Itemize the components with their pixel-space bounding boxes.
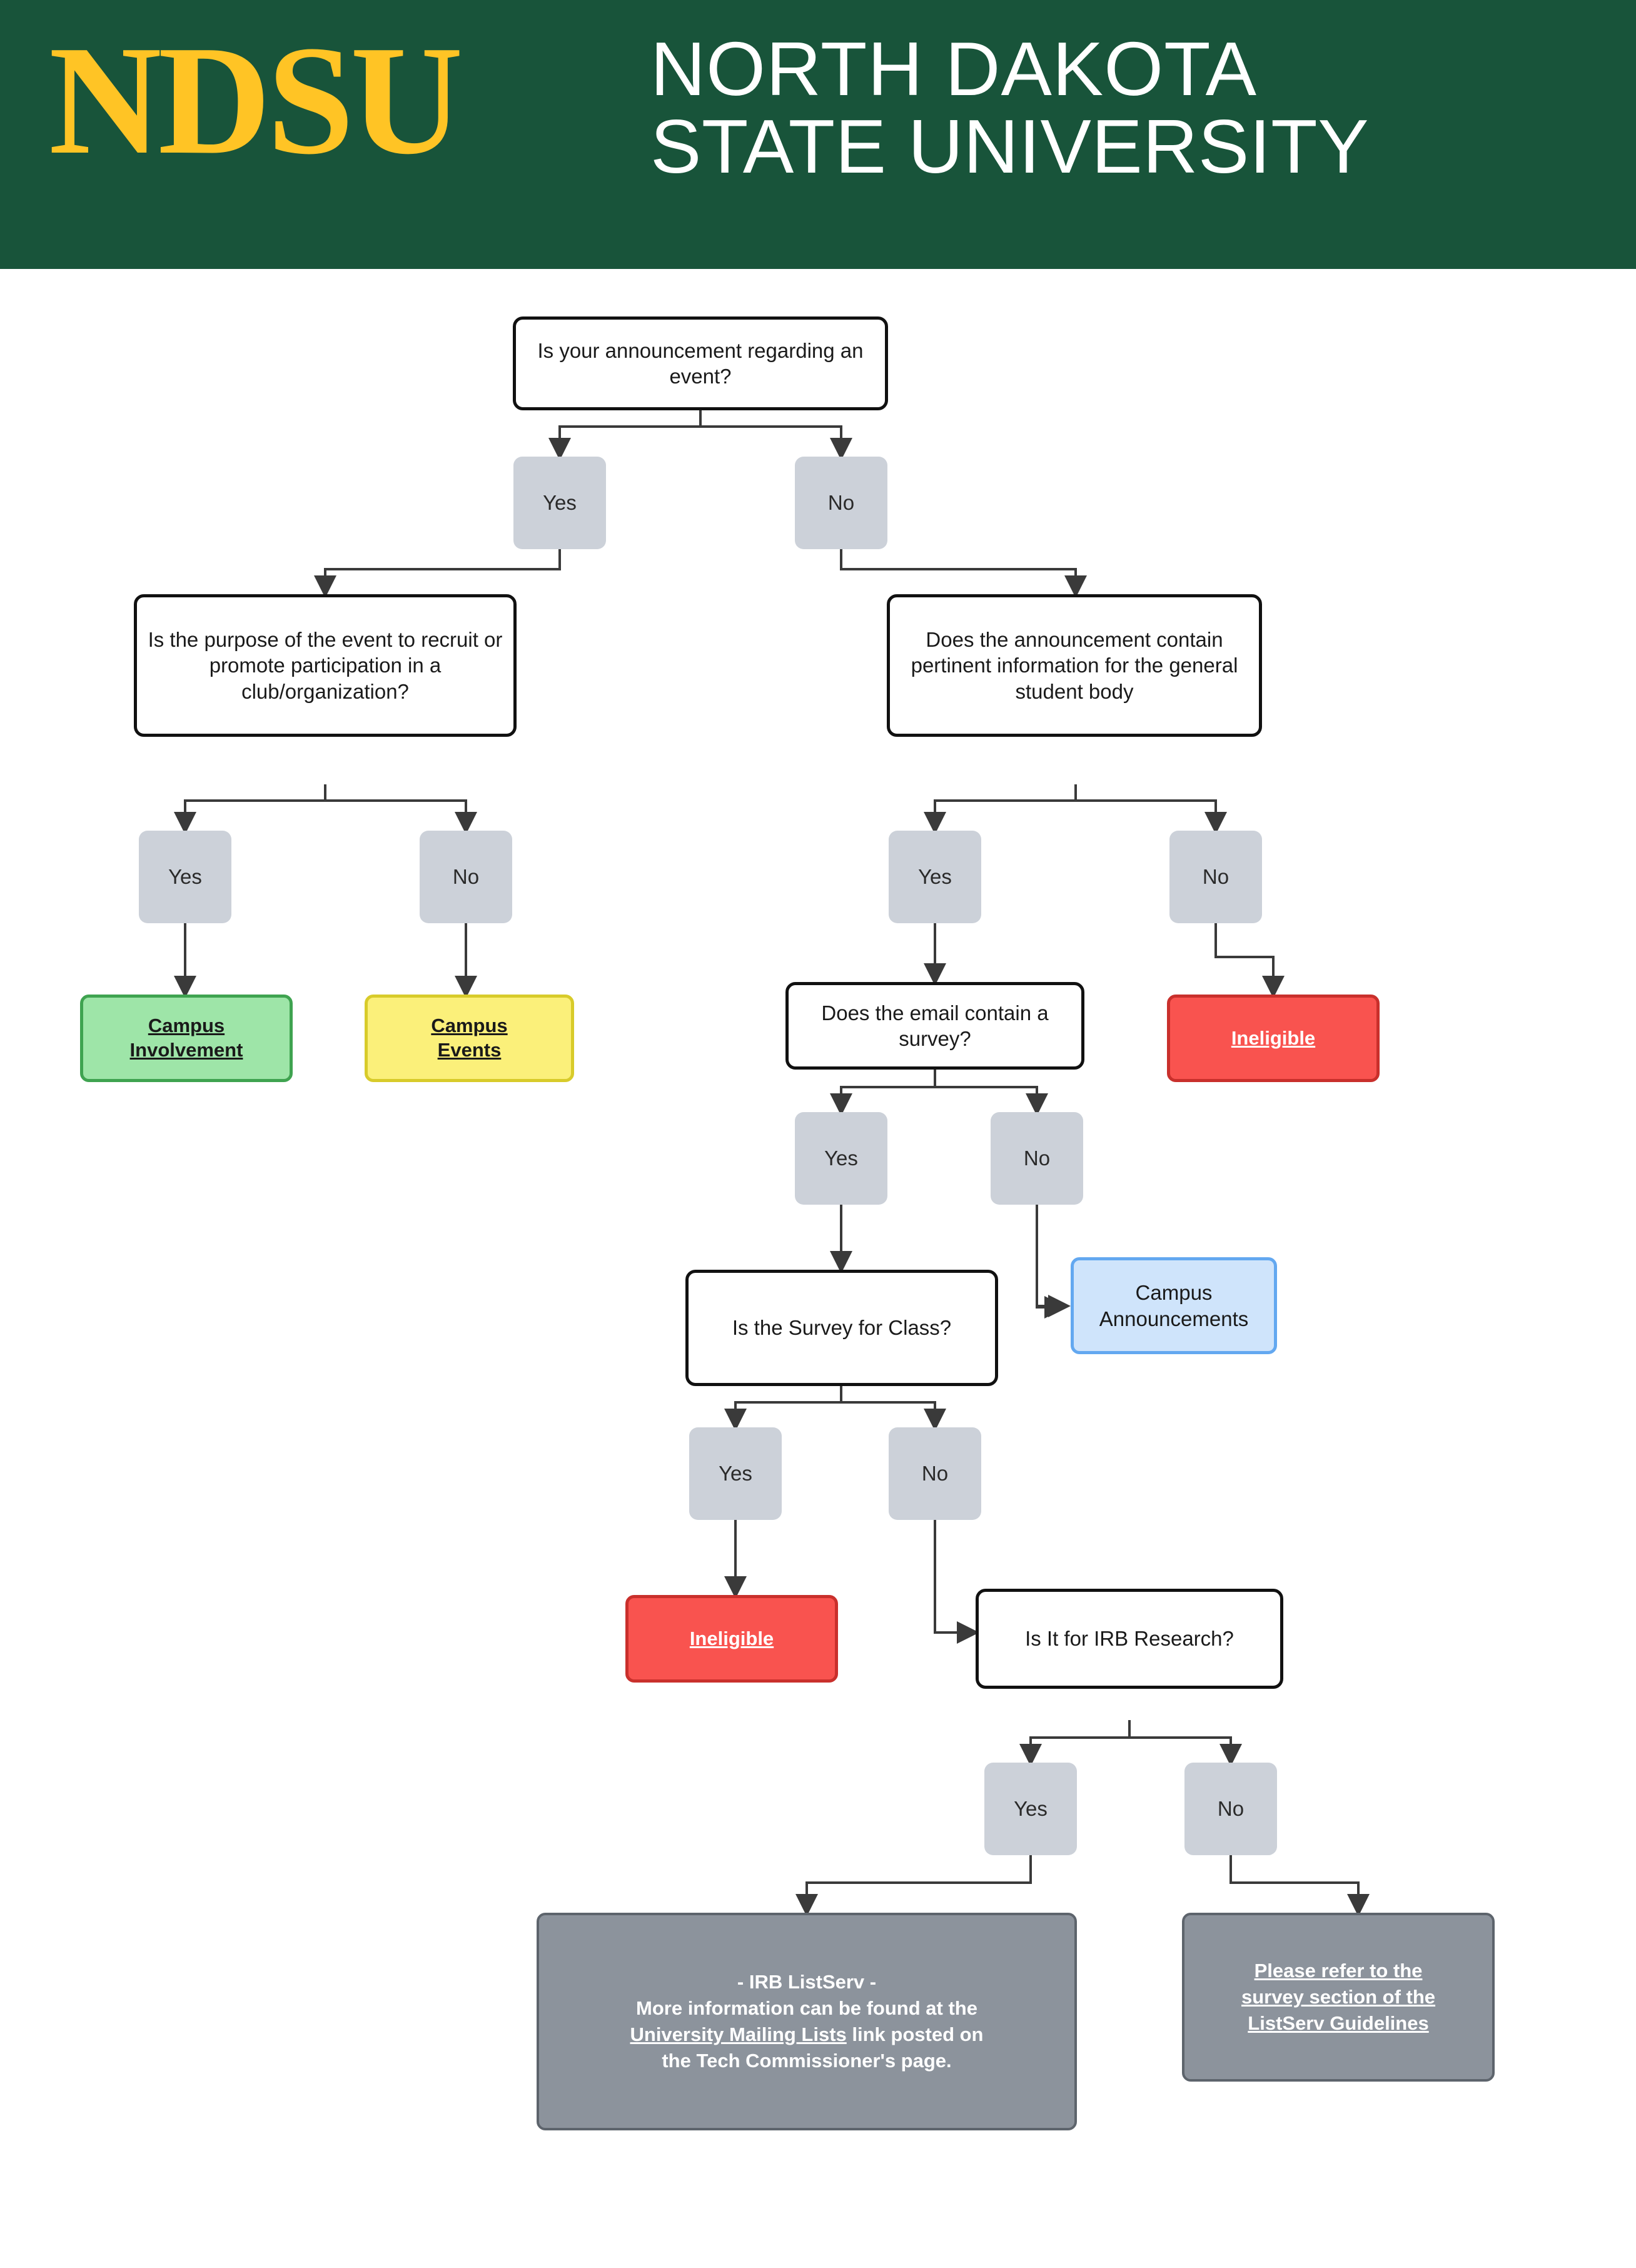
question-event-announcement bbox=[513, 316, 888, 410]
university-mailing-lists-link[interactable]: University Mailing Lists bbox=[630, 2023, 847, 2045]
result-ineligible-2-label: Ineligible bbox=[689, 1627, 774, 1649]
ndsu-logo: NDSU bbox=[49, 14, 460, 187]
result-listserv-guidelines-line2: survey section of the bbox=[1241, 1986, 1436, 2008]
connector-q4-yes bbox=[795, 1112, 887, 1205]
result-listserv-guidelines-line3: ListServ Guidelines bbox=[1248, 2012, 1429, 2034]
question-pertinent-info bbox=[887, 594, 1262, 737]
result-campus-events[interactable] bbox=[365, 995, 574, 1082]
result-campus-announcements-line1: Campus bbox=[1135, 1281, 1213, 1305]
question-club-promotion bbox=[134, 594, 517, 737]
result-campus-involvement-line1: Campus bbox=[148, 1015, 225, 1037]
connector-q5-yes bbox=[689, 1427, 782, 1520]
university-name-line1: NORTH DAKOTA bbox=[650, 26, 1258, 111]
connector-q6-yes bbox=[984, 1763, 1077, 1855]
result-campus-events-line2: Events bbox=[437, 1039, 502, 1061]
connector-q2-no-label: No bbox=[452, 865, 480, 888]
question-contains-survey bbox=[785, 982, 1084, 1070]
result-irb-listserv-line4: the Tech Commissioner's page. bbox=[662, 2049, 952, 2072]
connector-q2-yes bbox=[139, 831, 231, 923]
connector-q6-no bbox=[1184, 1763, 1277, 1855]
connector-q1-no bbox=[795, 457, 887, 549]
question-survey-for-class-label: Is the Survey for Class? bbox=[732, 1316, 952, 1340]
result-listserv-guidelines[interactable] bbox=[1182, 1913, 1495, 2082]
result-irb-listserv-title: - IRB ListServ - bbox=[737, 1971, 877, 1993]
connector-q3-no bbox=[1169, 831, 1262, 923]
question-event-announcement-label: Is your announcement regarding an event? bbox=[537, 338, 864, 388]
connector-q4-yes-label: Yes bbox=[824, 1147, 858, 1170]
connector-q1-yes-label: Yes bbox=[543, 491, 577, 514]
university-name-line2: STATE UNIVERSITY bbox=[650, 104, 1370, 190]
connector-q1-no-label: No bbox=[827, 491, 855, 514]
connector-q6-no-label: No bbox=[1217, 1797, 1245, 1820]
result-ineligible-1-label: Ineligible bbox=[1231, 1026, 1316, 1049]
question-pertinent-info-label: Does the announcement contain pertinent information for the general student body bbox=[911, 628, 1238, 703]
connector-q6-yes-label: Yes bbox=[1014, 1797, 1048, 1820]
connector-q3-yes bbox=[889, 831, 981, 923]
connector-q1-yes bbox=[513, 457, 606, 549]
flowchart bbox=[0, 269, 1636, 2268]
result-ineligible-class-survey[interactable] bbox=[625, 1595, 838, 1683]
result-campus-involvement[interactable] bbox=[80, 995, 293, 1082]
connector-q5-no-label: No bbox=[921, 1462, 949, 1485]
connector-q4-no-label: No bbox=[1023, 1147, 1051, 1170]
university-name bbox=[650, 26, 1370, 190]
result-irb-listserv-line2: More information can be found at the bbox=[636, 1997, 977, 2020]
result-campus-announcements-line2: Announcements bbox=[1099, 1307, 1249, 1330]
result-listserv-guidelines-line1: Please refer to the bbox=[1254, 1960, 1423, 1982]
connector-q3-no-label: No bbox=[1202, 865, 1230, 888]
result-campus-announcements[interactable] bbox=[1071, 1257, 1277, 1354]
result-campus-events-line1: Campus bbox=[431, 1015, 508, 1037]
ndsu-header-banner bbox=[0, 0, 1636, 269]
connector-q5-no bbox=[889, 1427, 981, 1520]
question-irb-research bbox=[976, 1589, 1283, 1689]
connector-q4-no bbox=[991, 1112, 1083, 1205]
result-campus-involvement-line2: Involvement bbox=[129, 1039, 243, 1061]
connector-q2-yes-label: Yes bbox=[168, 865, 202, 888]
connector-q3-yes-label: Yes bbox=[918, 865, 952, 888]
question-irb-research-label: Is It for IRB Research? bbox=[1025, 1627, 1234, 1651]
connector-q2-no bbox=[420, 831, 512, 923]
question-contains-survey-label: Does the email contain a survey? bbox=[821, 1001, 1049, 1050]
result-irb-listserv[interactable] bbox=[537, 1913, 1077, 2130]
connector-q5-yes-label: Yes bbox=[719, 1462, 752, 1485]
question-survey-for-class bbox=[685, 1270, 998, 1386]
result-ineligible-no-pertinent-info[interactable] bbox=[1167, 995, 1380, 1082]
result-irb-listserv-line3: link posted on bbox=[846, 2023, 984, 2045]
question-club-promotion-label: Is the purpose of the event to recruit or promote participation in a club/organization? bbox=[148, 628, 503, 703]
